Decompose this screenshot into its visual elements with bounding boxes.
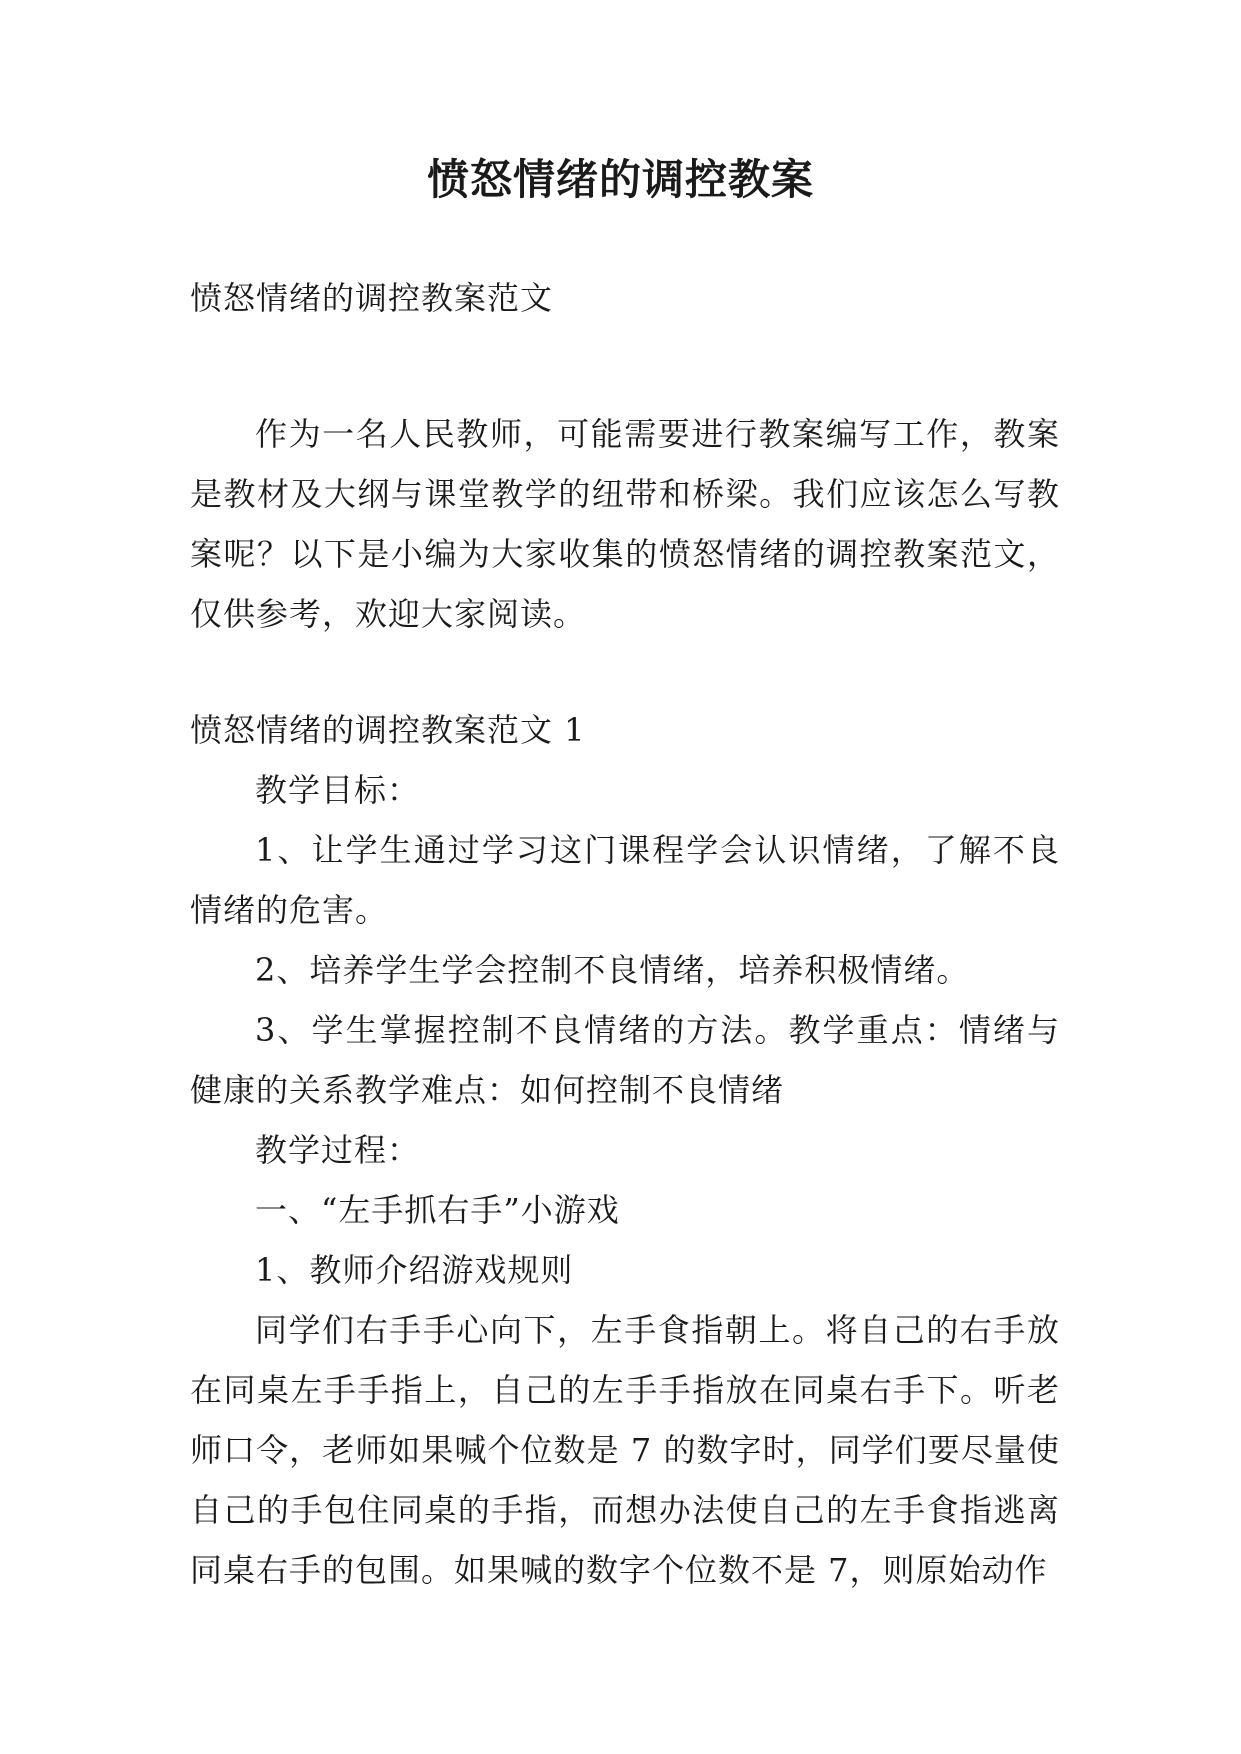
paragraph-goal-2: 2、培养学生学会控制不良情绪，培养积极情绪。 [255,951,970,989]
paragraph-game-heading: 一、“左手抓右手”小游戏 [255,1191,620,1229]
intro-paragraph: 作为一名人民教师，可能需要进行教案编写工作，教案是教材及大纲与课堂教学的纽带和桥梁。我们应该怎么写教案呢？以下是小编为大家收集的愤怒情绪的调控教案范文，仅供参考，欢迎大家阅读。 [190,415,1060,633]
paragraph-game-rules-heading: 1、教师介绍游戏规则 [255,1251,574,1289]
paragraph-game-rules: 同学们右手手心向下，左手食指朝上。将自己的右手放在同桌左手手指上，自己的左手手指放在同桌右手下。听老师口令，老师如果喊个位数是 7 的数字时，同学们要尽量使自己的手包住同桌的手指，而想办法使自己的左手食指逃离同桌右手的包围。如果喊的数字个位数不是 7，则原始动作 [190,1311,1060,1589]
document-title: 愤怒情绪的调控教案 [426,155,814,204]
paragraph-goal-3: 3、学生掌握控制不良情绪的方法。教学重点：情绪与健康的关系教学难点：如何控制不良情绪 [190,1011,1060,1109]
paragraph-teaching-goals: 教学目标： [255,771,421,809]
paragraph-goal-1: 1、让学生通过学习这门课程学会认识情绪，了解不良情绪的危害。 [190,831,1060,929]
section-heading: 愤怒情绪的调控教案范文 1 [190,711,586,749]
lesson-section-1 [190,700,1060,1600]
paragraph-teaching-process: 教学过程： [255,1131,421,1169]
document-subtitle: 愤怒情绪的调控教案范文 [190,279,554,317]
